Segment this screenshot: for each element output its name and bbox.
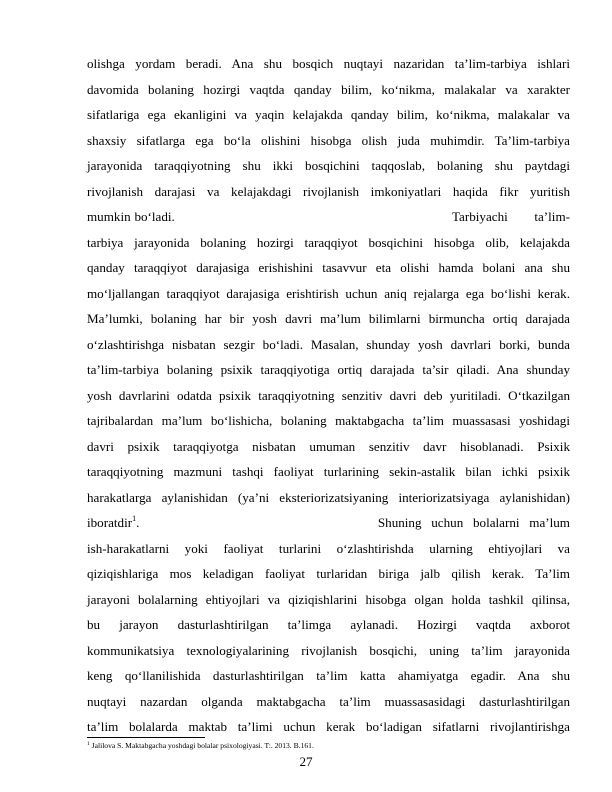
text-line: ta’lim-tarbiya bolaning psixik taraqqiyotiga ortiq darajada ta’sir qiladi. Ana shunday (87, 362, 570, 377)
text-line: qanday taraqqiyot darajasiga erishishini tasavvur eta olishi hamda bolani ana shu (87, 260, 570, 275)
text-line: mumkin bo‘ladi. Tarbiyachi ta’lim- (87, 209, 570, 224)
text-line: davomida bolaning hozirgi vaqtda qanday bilim, ko‘nikma, malakalar va xarakter (87, 82, 570, 97)
text-line: shaxsiy sifatlarga ega bo‘la olishini hisobga olish juda muhimdir. Ta’lim-tarbiya (87, 133, 570, 148)
text-fragment: . Shuning uchun bolalarni ma’lum (136, 515, 570, 530)
text-line: olishga yordam beradi. Ana shu bosqich nuqtayi nazaridan ta’lim-tarbiya ishlari (87, 56, 570, 71)
page-number: 27 (299, 754, 313, 769)
footnote (87, 739, 314, 751)
text-line: o‘zlashtirishga nisbatan sezgir bo‘ladi. Masalan, shunday yosh davrlari borki, bunda (87, 337, 570, 352)
text-line: qiziqishlariga mos keladigan faoliyat turlaridan biriga jalb qilish kerak. Ta’lim (87, 566, 570, 581)
text-line: mo‘ljallangan taraqqiyot darajasiga erishtirish uchun aniq rejalarga ega bo‘lishi kerak. (87, 286, 570, 301)
text-line: jarayoni bolalarning ehtiyojlari va qiziqishlarini hisobga olgan holda tashkil qilinsa, (87, 592, 570, 607)
footnote-marker: 1 (87, 741, 90, 747)
text-line: yosh davrlarini odatda psixik taraqqiyotning senzitiv davri deb yuritiladi. O‘tkazilgan (87, 388, 570, 403)
text-line: bu jarayon dasturlashtirilgan ta’limga aylanadi. Hozirgi vaqtda axborot (87, 617, 570, 632)
text-line: sifatlariga ega ekanligini va yaqin kelajakda qanday bilim, ko‘nikma, malakalar va (87, 107, 570, 122)
footnote-text: Jalilova S. Maktabgacha yoshdagi bolalar psixologiyasi. T:. 2013. B.161. (89, 741, 314, 750)
text-line: kommunikatsiya texnologiyalarining rivojlanish bosqichi, uning ta’lim jarayonida (87, 643, 570, 658)
text-line: tarbiya jarayonida bolaning hozirgi taraqqiyot bosqichini hisobga olib, kelajakda (87, 235, 570, 250)
text-line: harakatlarga aylanishidan (ya’ni eksteriorizatsiyaning interiorizatsiyaga aylanishidan) (87, 490, 570, 505)
text-line: ish-harakatlarni yoki faoliyat turlarini o‘zlashtirishda ularning ehtiyojlari va (87, 541, 570, 556)
footnote-separator (87, 737, 205, 738)
text-line: nuqtayi nazardan olganda maktabgacha ta’lim muassasasidagi dasturlashtirilgan (87, 694, 570, 709)
text-line: keng qo‘llanilishida dasturlashtirilgan ta’lim katta ahamiyatga egadir. Ana shu (87, 668, 570, 683)
text-fragment: iboratdir (87, 515, 133, 530)
text-line: jarayonida taraqqiyotning shu ikki bosqichini taqqoslab, bolaning shu paytdagi (87, 158, 570, 173)
text-line: rivojlanish darajasi va kelajakdagi rivojlanish imkoniyatlari haqida fikr yuritish (87, 184, 570, 199)
text-line: tajribalardan ma’lum bo‘lishicha, bolaning maktabgacha ta’lim muassasasi yoshidagi (87, 413, 570, 428)
text-line: taraqqiyotning mazmuni tashqi faoliyat turlarining sekin-astalik bilan ichki psixik (87, 464, 570, 479)
text-line-with-footnote-ref (87, 515, 570, 531)
text-line: davri psixik taraqqiyotga nisbatan umuman senzitiv davr hisoblanadi. Psixik (87, 439, 570, 454)
footnote-reference: 1 (132, 514, 137, 523)
text-line: Ma’lumki, bolaning har bir yosh davri ma’lum bilimlarni birmuncha ortiq darajada (87, 311, 570, 326)
text-line: ta’lim bolalarda maktab ta’limi uchun kerak bo‘ladigan sifatlarni rivojlantirishga (87, 719, 570, 734)
